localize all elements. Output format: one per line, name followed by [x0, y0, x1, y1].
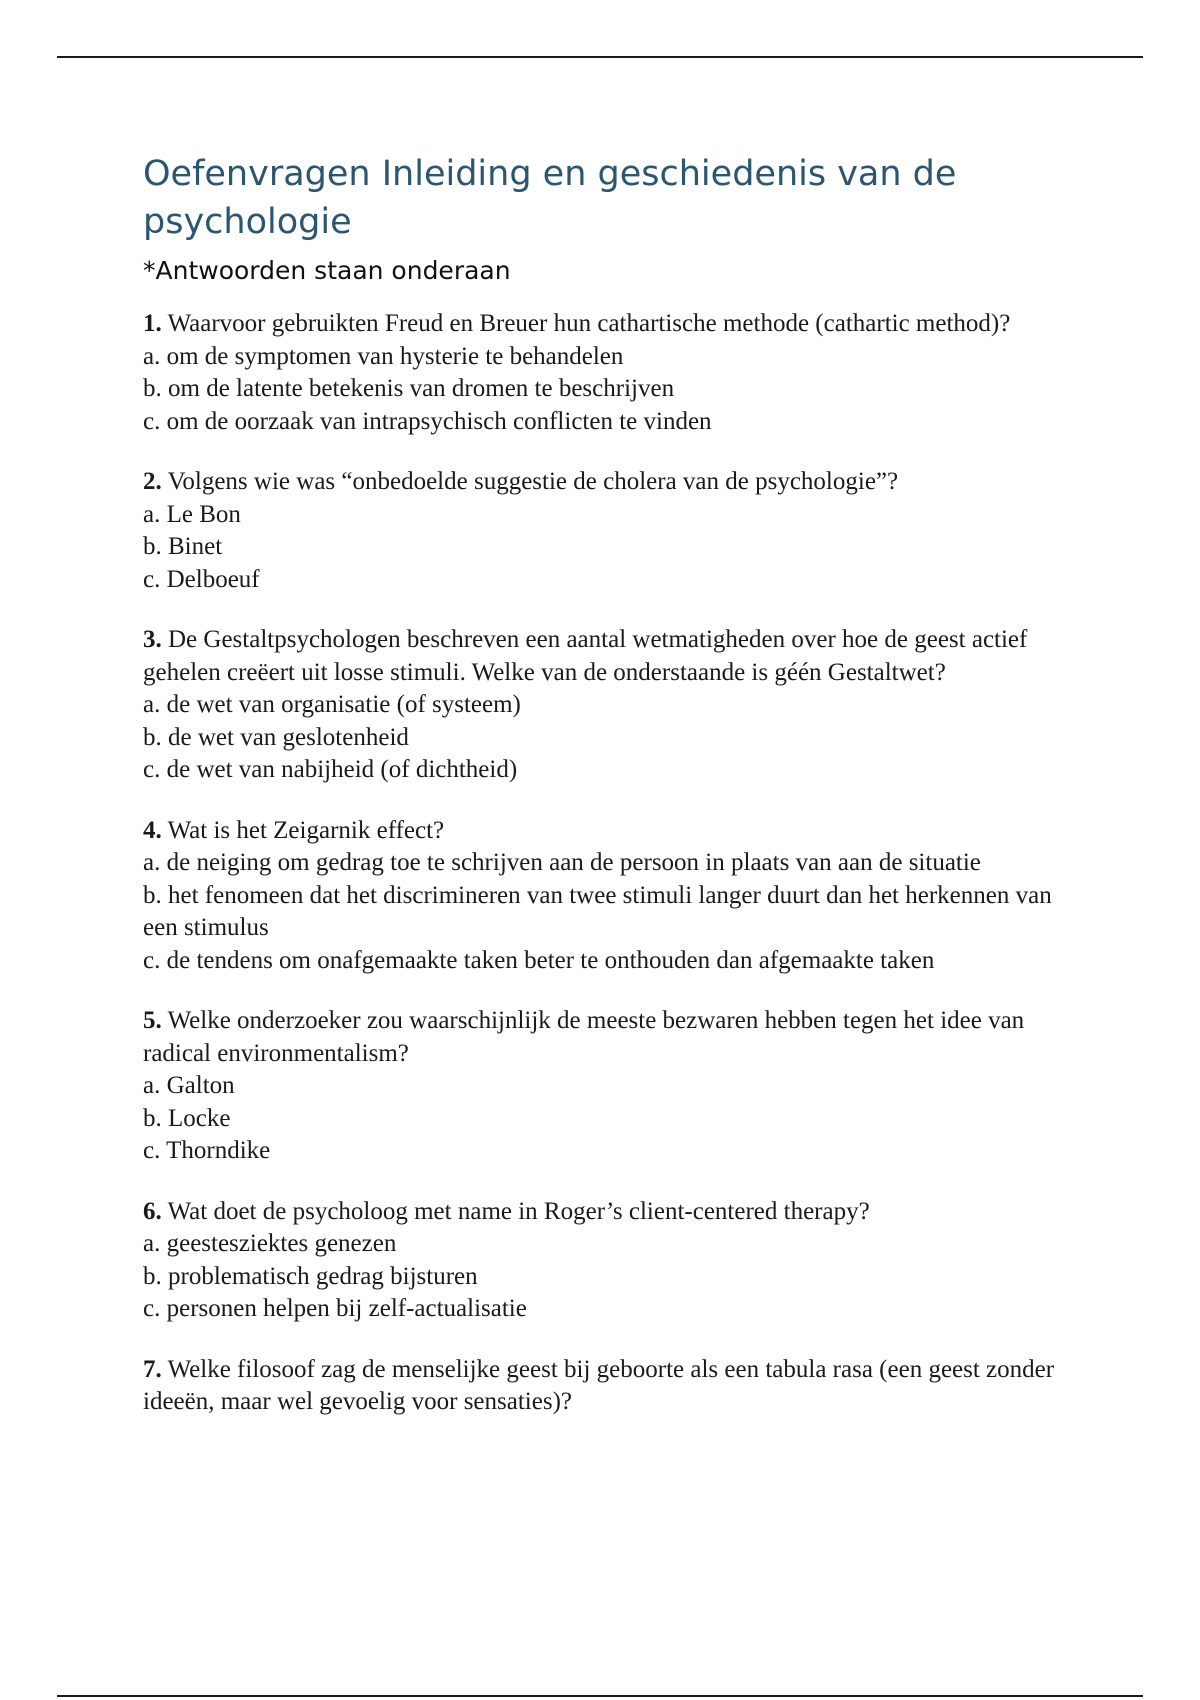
answer-option: a. geestesziektes genezen	[143, 1230, 397, 1257]
question-number: 7.	[143, 1355, 162, 1383]
question-number: 6.	[143, 1197, 162, 1225]
answer-option: a. om de symptomen van hysterie te behandelen	[143, 342, 624, 370]
question-prompt: Volgens wie was “onbedoelde suggestie de cholera van de psychologie”?	[167, 468, 899, 495]
question-4	[143, 815, 1083, 978]
question-1	[143, 308, 1083, 438]
answer-option: a. de neiging om gedrag toe te schrijven aan de persoon in plaats van aan de situatie	[143, 849, 981, 876]
page-subtitle: *Antwoorden staan onderaan	[143, 256, 511, 285]
question-number: 1.	[143, 310, 162, 337]
question-list	[143, 308, 1083, 1419]
question-number: 4.	[143, 816, 162, 844]
answer-option: c. personen helpen bij zelf-actualisatie	[143, 1295, 527, 1322]
question-7	[143, 1354, 1083, 1419]
question-text	[143, 1196, 1083, 1229]
question-number: 5.	[143, 1007, 162, 1034]
question-prompt: Wat is het Zeigarnik effect?	[167, 816, 445, 844]
question-text	[143, 466, 1083, 499]
question-prompt: De Gestaltpsychologen beschreven een aantal wetmatigheden over hoe de geest actief gehelen creëert uit losse stimuli. Welke van de onderstaande is géén Gestaltwet?	[143, 626, 1028, 686]
answer-option: b. Binet	[143, 533, 223, 560]
question-text	[143, 1354, 1083, 1419]
question-prompt: Welke onderzoeker zou waarschijnlijk de meeste bezwaren hebben tegen het idee van radical environmentalism?	[143, 1007, 1025, 1067]
question-number: 2.	[143, 468, 162, 495]
answer-option: b. de wet van geslotenheid	[143, 723, 409, 751]
document-content	[143, 150, 1083, 1447]
question-prompt: Wat doet de psycholoog met name in Roger’s client-centered therapy?	[167, 1197, 870, 1225]
question-3	[143, 624, 1083, 787]
page-title: Oefenvragen Inleiding en geschiedenis van de psychologie	[143, 154, 957, 242]
answer-option: c. om de oorzaak van intrapsychisch conflicten te vinden	[143, 407, 712, 435]
answer-option: a. Galton	[143, 1072, 235, 1099]
answer-option: b. om de latente betekenis van dromen te beschrijven	[143, 375, 675, 402]
answer-option: b. het fenomeen dat het discrimineren van twee stimuli langer duurt dan het herkennen van een stimulus	[143, 881, 1052, 941]
question-prompt: Welke filosoof zag de menselijke geest bij geboorte als een tabula rasa (een geest zonder ideeën, maar wel gevoelig voor sensaties)?	[143, 1355, 1055, 1415]
question-2	[143, 466, 1083, 596]
header-rule	[57, 56, 1143, 58]
answer-option: a. Le Bon	[143, 500, 241, 528]
answer-option: b. Locke	[143, 1104, 231, 1132]
question-text	[143, 815, 1083, 848]
question-text	[143, 624, 1083, 689]
answer-option: b. problematisch gedrag bijsturen	[143, 1262, 478, 1290]
answer-option: c. de wet van nabijheid (of dichtheid)	[143, 756, 518, 783]
question-prompt: Waarvoor gebruikten Freud en Breuer hun cathartische methode (cathartic method)?	[167, 310, 1011, 337]
answer-option: c. de tendens om onafgemaakte taken beter te onthouden dan afgemaakte taken	[143, 946, 935, 974]
question-5	[143, 1005, 1083, 1168]
question-text	[143, 1005, 1083, 1070]
question-6	[143, 1196, 1083, 1326]
question-number: 3.	[143, 626, 162, 653]
answer-option: c. Delboeuf	[143, 565, 260, 593]
footer-rule	[57, 1695, 1143, 1697]
answer-option: a. de wet van organisatie (of systeem)	[143, 691, 521, 718]
question-text	[143, 308, 1083, 341]
answer-option: c. Thorndike	[143, 1137, 271, 1164]
